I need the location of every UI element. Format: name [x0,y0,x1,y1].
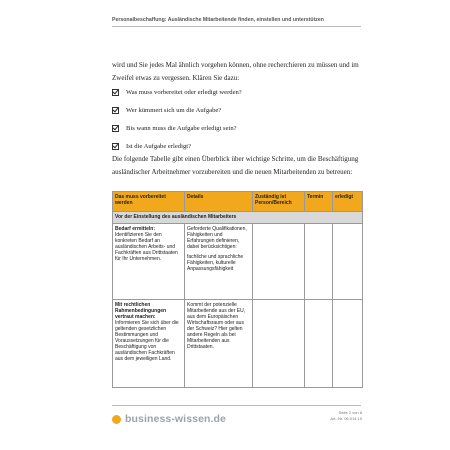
task-text: Informieren Sie sich über die geltenden gesetzlichen Bestimmungen und Voraussetzungen für die Beschäftigung von ausländischen Fachkräften aus dem jeweiligen Land. [115,319,179,362]
details-text: Geforderte Qualifikationen, Fähigkeiten und Erfahrungen definieren, dabei berücksichtigen: [187,225,247,250]
table-intro-paragraph: Die folgende Tabelle gibt einen Überblick über wichtige Schritte, um die Beschäftigung ausländischer Arbeitnehmer vorzubereiten und die neuen Mitarbeitenden zu betreuen: [112,155,359,176]
task-cell [113,224,185,300]
details-text: Kommt der potenzielle Mitarbeitende aus der EU, aus dem Europäischen Wirtschaftsraum oder aus der Schweiz? Hier gelten andere Regeln als bei Mitarbeitenden aus Drittstaaten. [187,301,246,350]
intro-paragraph: wird und Sie jedes Mal ähnlich vorgehen können, ohne recherchieren zu müssen und im Zweifel etwas zu vergessen. Klären Sie dazu: [112,61,359,82]
checkbox-checked-icon [112,125,119,132]
task-title: Mit rechtlichen Rahmenbedingungen vertraut machen: [115,301,167,320]
checklist-item [112,83,372,101]
running-header: Personalbeschaffung: Ausländische Mitarbeitende finden, einstellen und unterstützen [112,17,361,27]
logo-dot-icon [112,415,121,424]
task-title: Bedarf ermitteln: [115,225,156,232]
header-responsible: Zuständig ist Person/Bereich [253,192,305,212]
done-cell[interactable] [333,224,363,300]
deadline-cell[interactable] [305,224,333,300]
deadline-cell[interactable] [305,300,333,388]
details-cell [185,224,253,300]
responsible-cell[interactable] [253,224,305,300]
page-info [300,410,362,422]
checkbox-checked-icon [112,89,119,96]
header-details: Details [185,192,253,212]
responsible-cell[interactable] [253,300,305,388]
header-deadline: Termin [305,192,333,212]
table-row [113,224,363,300]
table-section-row [113,212,363,224]
details-cell [185,300,253,388]
section-title: Vor der Einstellung des ausländischen Mitarbeiters [113,212,363,224]
footer-logo [112,413,226,425]
header-done: erledigt [333,192,363,212]
checklist-item-label: Ist die Aufgabe erledigt? [126,142,191,150]
checklist-item [112,101,372,119]
task-cell [113,300,185,388]
logo-text: business-wissen.de [125,413,227,425]
details-text: fachliche und sprachliche Fähigkeiten, kulturelle Anpassungsfähigkeit [187,253,244,272]
checklist-item-label: Bis wann muss die Aufgabe erledigt sein? [126,124,237,132]
checklist-item [112,119,372,137]
checklist-item-label: Wer kümmert sich um die Aufgabe? [126,106,222,114]
checkbox-checked-icon [112,143,119,150]
checkbox-checked-icon [112,107,119,114]
footer-divider [112,405,361,406]
done-cell[interactable] [333,300,363,388]
steps-table [112,191,363,388]
task-text: Identifizieren Sie den konkreten Bedarf an ausländischen Arbeits- und Fachkräften aus Drittstaaten für Ihr Unternehmen. [115,231,178,262]
checklist-item-label: Was muss vorbereitet oder erledigt werden? [126,88,242,96]
table-header-row [113,192,363,212]
page-number: Seite 2 von 8 [338,410,362,415]
checklist [112,83,372,155]
article-number: Art.-Nr. 06.014.15 [330,416,362,421]
header-task: Das muss vorbereitet werden [113,192,185,212]
table-row [113,300,363,388]
